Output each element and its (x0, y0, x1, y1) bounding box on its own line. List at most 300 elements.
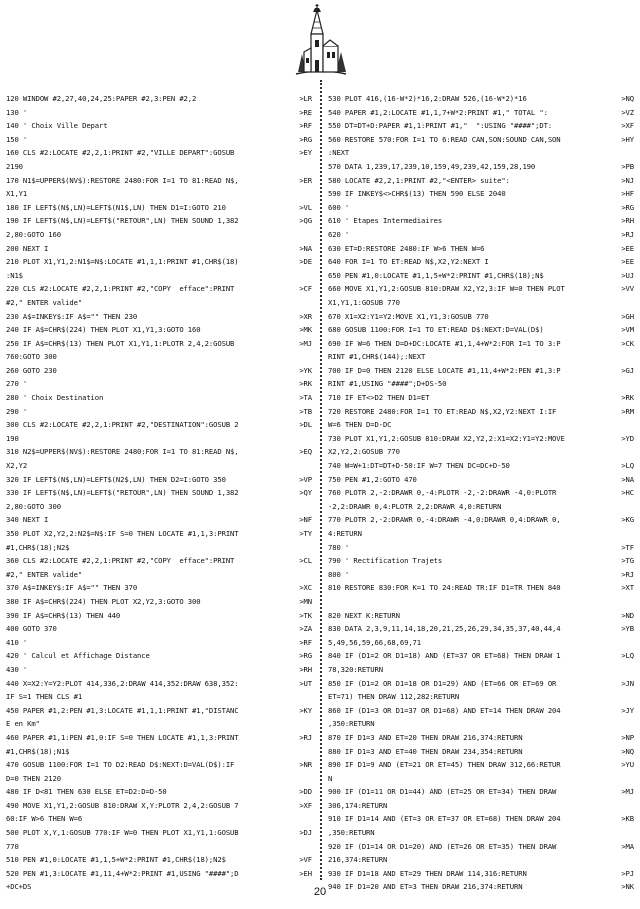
code-line (6, 772, 312, 786)
code-line (6, 554, 312, 568)
code-line (6, 119, 312, 133)
checksum: >NQ (621, 746, 634, 756)
checksum: >TG (621, 556, 634, 566)
code-line (6, 214, 312, 228)
checksum: >NF (299, 515, 312, 525)
checksum: >CK (621, 338, 634, 348)
code-text: 610 ' Etapes Intermediaires (328, 216, 443, 226)
code-text: 820 NEXT K:RETURN (328, 610, 400, 620)
code-line (6, 731, 312, 745)
checksum: >RM (621, 406, 634, 416)
checksum: >QG (299, 216, 312, 226)
checksum: >NR (299, 760, 312, 770)
code-text: 170 N1$=UPPER$(NV$):RESTORE 2480:FOR I=1 TO 81:READ N$, (6, 175, 239, 185)
code-line (328, 119, 634, 133)
code-text: 640 FOR I=1 TO ET:READ N$,X2,Y2:NEXT I (328, 257, 489, 267)
code-text: #2," ENTER valide" (6, 569, 83, 579)
checksum: >VM (621, 325, 634, 335)
code-line (6, 418, 312, 432)
code-text: IF S=1 THEN CLS #1 (6, 692, 83, 702)
code-text: 130 ' (6, 107, 28, 117)
code-line (328, 459, 634, 473)
code-text: 150 ' (6, 134, 28, 144)
checksum: >LR (299, 94, 312, 103)
code-line (328, 500, 634, 514)
checksum: >XC (299, 583, 312, 593)
checksum: >TK (299, 610, 312, 620)
checksum: >EE (621, 257, 634, 267)
code-line (6, 269, 312, 283)
checksum: >MK (299, 325, 312, 335)
code-line (328, 826, 634, 840)
checksum: >HF (621, 189, 634, 199)
checksum: >EQ (299, 447, 312, 457)
code-line (328, 323, 634, 337)
code-text: 860 IF (D1=3 OR D1=37 OR D1=68) AND ET=14 THEN DRAW 204 (328, 705, 561, 715)
code-line (328, 228, 634, 242)
code-line (328, 581, 634, 595)
code-line (6, 622, 312, 636)
code-text: 370 A$=INKEY$:IF A$="" THEN 370 (6, 583, 138, 593)
code-line (328, 853, 634, 867)
code-text: 770 PLOTR 2,-2:DRAWR 0,-4:DRAWR -4,0:DRAWR 0,4:DRAWR 0, (328, 515, 561, 525)
checksum: >ZA (299, 624, 312, 634)
code-line (328, 418, 634, 432)
code-text: 250 IF A$=CHR$(13) THEN PLOT X1,Y1,1:PLOTR 2,4,2:GOSUB (6, 338, 235, 348)
code-text: 120 WINDOW #2,27,40,24,25:PAPER #2,3:PEN #2,2 (6, 94, 197, 103)
code-text: 900 IF (D1=11 OR D1=44) AND (ET=25 OR ET=34) THEN DRAW (328, 787, 557, 797)
code-text: 210 PLOT X1,Y1,2:N1$=N$:LOCATE #1,1,1:PRINT #1,CHR$(18) (6, 257, 239, 267)
checksum: >MA (621, 841, 634, 851)
code-text: X1,Y1 (6, 189, 28, 199)
code-line (6, 812, 312, 826)
checksum: >RJ (621, 229, 634, 239)
code-line (6, 541, 312, 555)
code-text: 390 IF A$=CHR$(13) THEN 440 (6, 610, 121, 620)
code-text: 590 IF INKEY$<>CHR$(13) THEN 590 ELSE 2040 (328, 189, 506, 199)
code-text: 460 PAPER #1,1:PEN #1,0:IF S=0 THEN LOCATE #1,1,3:PRINT (6, 732, 239, 742)
checksum: >RJ (621, 569, 634, 579)
checksum: >KG (621, 515, 634, 525)
checksum: >TY (299, 529, 312, 538)
code-text: 2190 (6, 161, 23, 171)
code-line (6, 133, 312, 147)
code-line (328, 677, 634, 691)
code-line (328, 282, 634, 296)
code-line (6, 337, 312, 351)
code-text: 270 ' (6, 379, 28, 389)
code-line (6, 146, 312, 160)
code-text: 780 ' (328, 542, 350, 552)
code-text: 850 IF (D1=2 OR D1=18 OR D1=29) AND (ET=66 OR ET=69 OR (328, 678, 557, 688)
checksum: >YK (299, 365, 312, 375)
checksum: >VZ (621, 107, 634, 117)
code-line (328, 377, 634, 391)
code-line (328, 554, 634, 568)
checksum: >VV (621, 284, 634, 294)
code-text: 350 PLOT X2,Y2,2:N2$=N$:IF S=0 THEN LOCATE #1,1,3:PRINT (6, 529, 239, 538)
code-line (328, 704, 634, 718)
checksum: >DD (299, 787, 312, 797)
code-line (6, 242, 312, 256)
checksum: >RF (299, 121, 312, 131)
listing-left-column (6, 92, 312, 894)
checksum: >RK (299, 379, 312, 389)
code-line (328, 609, 634, 623)
code-text: 520 PEN #1,3:LOCATE #1,11,4+W*2:PRINT #1,USING "####";D (6, 868, 239, 878)
code-text: 910 IF D1=14 AND (ET=3 OR ET=37 OR ET=68) THEN DRAW 204 (328, 814, 561, 824)
code-line (328, 364, 634, 378)
code-line (328, 337, 634, 351)
checksum: >TB (299, 406, 312, 416)
checksum: >ND (621, 610, 634, 620)
code-line (328, 133, 634, 147)
checksum: >ER (299, 175, 312, 185)
code-text: 216,374:RETURN (328, 855, 388, 865)
code-text: 360 CLS #2:LOCATE #2,2,1:PRINT #2,"COPY efface":PRINT (6, 556, 235, 566)
code-line (6, 486, 312, 500)
code-line (328, 405, 634, 419)
code-line (328, 541, 634, 555)
code-text: #2," ENTER valide" (6, 297, 83, 307)
code-line (328, 92, 634, 106)
code-line (6, 201, 312, 215)
code-line (328, 663, 634, 677)
code-text: 200 NEXT I (6, 243, 49, 253)
code-text: 480 IF D<81 THEN 630 ELSE ET=D2:D=D-50 (6, 787, 167, 797)
code-line (328, 310, 634, 324)
checksum: >RJ (299, 732, 312, 742)
code-line (6, 568, 312, 582)
code-line (6, 785, 312, 799)
code-line (328, 146, 634, 160)
checksum: >XF (621, 121, 634, 131)
code-line (6, 704, 312, 718)
code-line (6, 609, 312, 623)
code-line (6, 432, 312, 446)
code-text: W=6 THEN D=D-DC (328, 420, 392, 430)
code-line (328, 622, 634, 636)
code-line (6, 228, 312, 242)
code-text: 720 RESTORE 2480:FOR I=1 TO ET:READ N$,X2,Y2:NEXT I:IF (328, 406, 557, 416)
code-line (328, 717, 634, 731)
code-text: 600 ' (328, 202, 350, 212)
checksum: >NJ (621, 175, 634, 185)
code-text: 580 LOCATE #2,2,1:PRINT #2,"<ENTER> suite": (328, 175, 510, 185)
code-text: 690 IF W=6 THEN D=D+DC:LOCATE #1,1,4+W*2:FOR I=1 TO 3:P (328, 338, 561, 348)
checksum: >VL (299, 202, 312, 212)
checksum: >DJ (299, 828, 312, 838)
checksum: >HY (621, 134, 634, 144)
code-text: ,350:RETURN (328, 719, 375, 729)
code-text: 340 NEXT I (6, 515, 49, 525)
code-text: 240 IF A$=CHR$(224) THEN PLOT X1,Y1,3:GOTO 160 (6, 325, 201, 335)
checksum: >YD (621, 433, 634, 443)
code-line (6, 255, 312, 269)
code-line (6, 527, 312, 541)
code-text: RINT #1,CHR$(144);:NEXT (328, 352, 426, 362)
code-text: 880 IF D1=3 AND ET=40 THEN DRAW 234,354:RETURN (328, 746, 523, 756)
checksum: >YU (621, 760, 634, 770)
code-line (328, 867, 634, 881)
checksum: >EH (299, 868, 312, 878)
checksum: >RE (299, 107, 312, 117)
code-line (328, 350, 634, 364)
code-text: 740 W=W+1:DT=DT+D-50:IF W=7 THEN DC=DC+D-50 (328, 461, 510, 471)
code-line (328, 174, 634, 188)
code-text: 380 IF A$=CHR$(224) THEN PLOT X2,Y2,3:GOTO 300 (6, 596, 201, 606)
code-line (328, 840, 634, 854)
code-text: 190 IF LEFT$(N$,LN)=LEFT$("RETOUR",LN) THEN SOUND 1,382 (6, 216, 239, 226)
checksum: >RF (299, 637, 312, 647)
code-line (6, 799, 312, 813)
code-line (328, 636, 634, 650)
code-text: 400 GOTO 370 (6, 624, 57, 634)
code-text: 940 IF D1=20 AND ET=3 THEN DRAW 216,374:RETURN (328, 882, 523, 892)
code-line (328, 772, 634, 786)
column-divider (320, 80, 322, 880)
checksum: >TF (621, 542, 634, 552)
page-number: 20 (313, 886, 327, 898)
code-text: D=0 THEN 2120 (6, 773, 61, 783)
code-text: 660 MOVE X1,Y1,2:GOSUB 810:DRAW X2,Y2,3:IF W=0 THEN PLOT (328, 284, 565, 294)
code-line (6, 500, 312, 514)
checksum: >VF (299, 855, 312, 865)
code-line (6, 853, 312, 867)
code-text: 760:GOTO 300 (6, 352, 57, 362)
code-line (6, 473, 312, 487)
code-text: ET=71) THEN DRAW 112,282:RETURN (328, 692, 460, 702)
code-text: #1,CHR$(18);N2$ (6, 542, 70, 552)
checksum: >QY (299, 488, 312, 498)
code-text: ,350:RETURN (328, 828, 375, 838)
code-line (328, 242, 634, 256)
code-text: 140 ' Choix Ville Depart (6, 121, 108, 131)
code-text: 670 X1=X2:Y1=Y2:MOVE X1,Y1,3:GOSUB 770 (328, 311, 489, 321)
code-line (6, 377, 312, 391)
checksum: >XT (621, 583, 634, 593)
code-text: 750 PEN #1,2:GOTO 470 (328, 474, 417, 484)
code-text: 440 X=X2:Y=Y2:PLOT 414,336,2:DRAW 414,352:DRAW 638,352: (6, 678, 239, 688)
code-text: 4:RETURN (328, 529, 362, 538)
code-text: 260 GOTO 230 (6, 365, 57, 375)
code-text: 930 IF D1=18 AND ET=29 THEN DRAW 114,316:RETURN (328, 868, 527, 878)
checksum: >MJ (299, 338, 312, 348)
code-text: 230 A$=INKEY$:IF A$="" THEN 230 (6, 311, 138, 321)
code-text: 540 PAPER #1,2:LOCATE #1,1,7+W*2:PRINT #1," TOTAL ": (328, 107, 548, 117)
code-text: 710 IF ET<>D2 THEN D1=ET (328, 393, 430, 403)
code-line (328, 187, 634, 201)
code-text: 830 DATA 2,3,9,11,14,18,20,21,25,26,29,34,35,37,40,44,4 (328, 624, 561, 634)
code-text: 770 (6, 841, 19, 851)
code-line (328, 595, 634, 609)
checksum: >VP (299, 474, 312, 484)
code-line (6, 677, 312, 691)
code-text: 870 IF D1=3 AND ET=20 THEN DRAW 216,374:RETURN (328, 732, 523, 742)
checksum: >NK (621, 882, 634, 892)
code-line (328, 649, 634, 663)
code-line (328, 391, 634, 405)
checksum: >RG (299, 134, 312, 144)
checksum: >DL (299, 420, 312, 430)
code-line (6, 296, 312, 310)
code-text: 430 ' (6, 664, 28, 674)
code-line (6, 581, 312, 595)
checksum: >XR (299, 311, 312, 321)
code-text: 160 CLS #2:LOCATE #2,2,1:PRINT #2,"VILLE DEPART":GOSUB (6, 148, 235, 158)
checksum: >KB (621, 814, 634, 824)
checksum: >NA (299, 243, 312, 253)
code-text: 890 IF D1=9 AND (ET=21 OR ET=45) THEN DRAW 312,66:RETUR (328, 760, 561, 770)
code-line (328, 812, 634, 826)
code-line (6, 160, 312, 174)
code-line (328, 568, 634, 582)
code-line (328, 758, 634, 772)
code-line (328, 432, 634, 446)
code-line (6, 106, 312, 120)
code-line (328, 745, 634, 759)
checksum: >EY (299, 148, 312, 158)
code-line (328, 486, 634, 500)
code-line (328, 106, 634, 120)
code-line (6, 405, 312, 419)
code-line (6, 350, 312, 364)
checksum: >NA (621, 474, 634, 484)
code-text: 310 N2$=UPPER$(NV$):RESTORE 2480:FOR I=1 TO 81:READ N$, (6, 447, 239, 457)
checksum: >DE (299, 257, 312, 267)
checksum: >NP (621, 732, 634, 742)
code-text: 330 IF LEFT$(N$,LN)=LEFT$("RETOUR",LN) THEN SOUND 1,382 (6, 488, 239, 498)
checksum: >MN (299, 596, 312, 606)
checksum: >XF (299, 800, 312, 810)
code-line (6, 663, 312, 677)
code-text: 2,80:GOTO 300 (6, 501, 61, 511)
code-line (328, 513, 634, 527)
code-line (6, 364, 312, 378)
checksum: >PJ (621, 868, 634, 878)
code-text: 620 ' (328, 229, 350, 239)
code-line (6, 513, 312, 527)
code-line (6, 459, 312, 473)
code-text: 320 IF LEFT$(N$,LN)=LEFT$(N2$,LN) THEN D2=I:GOTO 350 (6, 474, 226, 484)
listing-right-column (328, 92, 634, 894)
code-text: 650 PEN #1,0:LOCATE #1,1,5+W*2:PRINT #1,CHR$(18);N$ (328, 270, 544, 280)
checksum: >HC (621, 488, 634, 498)
code-text: 220 CLS #2:LOCATE #2,2,1:PRINT #2,"COPY efface":PRINT (6, 284, 235, 294)
code-text: 550 DT=DT+D:PAPER #1,1:PRINT #1," ":USING "####";DT: (328, 121, 553, 131)
code-line (6, 187, 312, 201)
checksum: >RH (299, 664, 312, 674)
checksum: >RG (299, 651, 312, 661)
code-line (6, 174, 312, 188)
checksum: >CF (299, 284, 312, 294)
code-text: 560 RESTORE 570:FOR I=1 TO 6:READ CAN,SON:SOUND CAN,SON (328, 134, 561, 144)
checksum: >KY (299, 705, 312, 715)
code-line (328, 269, 634, 283)
checksum: >NQ (621, 94, 634, 103)
code-text: 700 IF D=0 THEN 2120 ELSE LOCATE #1,11,4+W*2:PEN #1,3:P (328, 365, 561, 375)
church-illustration (292, 4, 350, 78)
code-text: 280 ' Choix Destination (6, 393, 104, 403)
code-text: -2,2:DRAWR 0,4:PLOTR 2,2:DRAWR 4,0:RETURN (328, 501, 502, 511)
code-text: 470 GOSUB 1100:FOR I=1 TO D2:READ D$:NEXT:D=VAL(D$):IF (6, 760, 235, 770)
checksum: >GJ (621, 365, 634, 375)
code-text: N (328, 773, 333, 783)
code-line (6, 745, 312, 759)
code-line (328, 527, 634, 541)
code-text: 300 CLS #2:LOCATE #2,2,1:PRINT #2,"DESTINATION":GOSUB 2 (6, 420, 239, 430)
code-text: 630 ET=D:RESTORE 2480:IF W>6 THEN W=6 (328, 243, 485, 253)
checksum: >LQ (621, 461, 634, 471)
code-text: 78,320:RETURN (328, 664, 383, 674)
code-text: X1,Y1,1:GOSUB 770 (328, 297, 400, 307)
code-line (328, 296, 634, 310)
code-line (328, 473, 634, 487)
code-line (6, 840, 312, 854)
code-line (328, 445, 634, 459)
checksum: >JY (621, 705, 634, 715)
checksum: >UJ (621, 270, 634, 280)
code-text: 810 RESTORE 830:FOR K=1 TO 24:READ TR:IF D1=TR THEN 840 (328, 583, 561, 593)
code-text: 490 MOVE X1,Y1,2:GOSUB 810:DRAW X,Y:PLOTR 2,4,2:GOSUB 7 (6, 800, 239, 810)
code-text: 800 ' (328, 569, 350, 579)
code-line (328, 785, 634, 799)
code-text: +DC+DS (6, 882, 32, 892)
code-text: 680 GOSUB 1100:FOR I=1 TO ET:READ D$:NEXT:D=VAL(D$) (328, 325, 544, 335)
checksum: >UT (299, 678, 312, 688)
code-text: E en Km" (6, 719, 40, 729)
code-text: :N1$ (6, 270, 23, 280)
code-line (328, 160, 634, 174)
code-text: 790 ' Rectification Trajets (328, 556, 443, 566)
code-line (328, 214, 634, 228)
code-text: 190 (6, 433, 19, 443)
code-line (6, 282, 312, 296)
code-text: 5,49,56,59,66,68,69,71 (328, 637, 421, 647)
code-line (6, 826, 312, 840)
code-text: 420 ' Calcul et Affichage Distance (6, 651, 150, 661)
code-text: 306,174:RETURN (328, 800, 388, 810)
checksum: >JN (621, 678, 634, 688)
code-text: X2,Y2 (6, 461, 28, 471)
code-text: 530 PLOT 416,(16-W*2)*16,2:DRAW 526,(16-W*2)*16 (328, 94, 527, 103)
code-text: 60:IF W>6 THEN W=6 (6, 814, 83, 824)
checksum: >TA (299, 393, 312, 403)
code-line (6, 445, 312, 459)
code-line (6, 717, 312, 731)
code-line (6, 690, 312, 704)
code-line (328, 201, 634, 215)
code-text: 730 PLOT X1,Y1,2:GOSUB 810:DRAW X2,Y2,2:X1=X2:Y1=Y2:MOVE (328, 433, 565, 443)
code-line (6, 867, 312, 881)
code-line (6, 595, 312, 609)
code-text: 410 ' (6, 637, 28, 647)
checksum: >CL (299, 556, 312, 566)
code-text: 920 IF (D1=14 OR D1=20) AND (ET=26 OR ET=35) THEN DRAW (328, 841, 557, 851)
code-text: 500 PLOT X,Y,1:GOSUB 770:IF W=0 THEN PLOT X1,Y1,1:GOSUB (6, 828, 239, 838)
code-text: 760 PLOTR 2,-2:DRAWR 0,-4:PLOTR -2,-2:DRAWR -4,0:PLOTR (328, 488, 557, 498)
code-line (6, 310, 312, 324)
code-line (328, 799, 634, 813)
code-line (6, 636, 312, 650)
checksum: >PB (621, 161, 634, 171)
checksum: >EE (621, 243, 634, 253)
code-line (6, 758, 312, 772)
checksum: >YB (621, 624, 634, 634)
code-line (328, 255, 634, 269)
checksum: >RG (621, 202, 634, 212)
code-line (6, 649, 312, 663)
